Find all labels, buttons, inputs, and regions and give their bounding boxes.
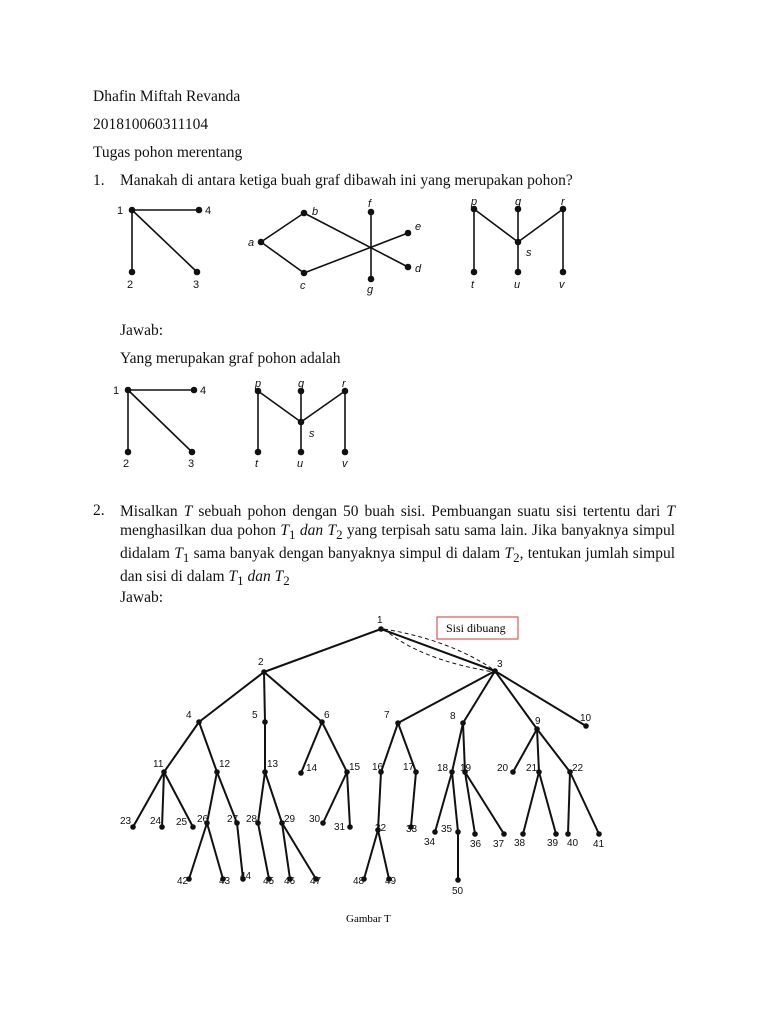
- tree-edge: [411, 772, 416, 827]
- tree-node-label: 17: [403, 762, 415, 773]
- tree-node-label: 48: [353, 876, 365, 887]
- tree-node: [455, 877, 461, 883]
- tree-node-label: 46: [284, 876, 296, 887]
- tree-edge: [537, 729, 539, 772]
- tree-node-label: 32: [375, 823, 387, 834]
- tree-node-label: 47: [310, 876, 322, 887]
- graph-3-label: t: [471, 279, 475, 291]
- answer-graph-2-label: s: [309, 428, 315, 440]
- tree-node-label: 2: [258, 657, 264, 668]
- graph-3-label: s: [526, 247, 532, 259]
- tree-node: [460, 720, 466, 726]
- answer-2-label: Jawab:: [120, 589, 164, 606]
- graph-2-label: b: [312, 206, 319, 218]
- answer-graph-2-label: p: [255, 378, 262, 390]
- tree-edge: [364, 830, 378, 879]
- tree-node-label: 40: [567, 838, 579, 849]
- graph-3-label: p: [471, 196, 478, 208]
- tree-edge: [568, 772, 570, 834]
- tree-node: [320, 820, 326, 826]
- answer-graph-1-label: 4: [200, 385, 207, 397]
- answer-graph-2-label: v: [342, 458, 348, 470]
- graph-1-label: 4: [205, 205, 212, 217]
- tree-node-label: 20: [497, 763, 509, 774]
- tree-node: [501, 831, 507, 837]
- tree-node: [261, 669, 267, 675]
- tree-node-label: 21: [526, 763, 538, 774]
- tree-node: [583, 723, 589, 729]
- tree-node: [596, 831, 602, 837]
- answer-graph-1-label: 1: [113, 385, 120, 397]
- tree-node: [298, 770, 304, 776]
- author-name: Dhafin Miftah Revanda: [93, 88, 241, 105]
- tree-node-label: 37: [493, 839, 505, 850]
- tree-node-label: 27: [227, 814, 239, 825]
- tree-node-label: 23: [120, 816, 132, 827]
- tree-node-label: 31: [334, 822, 346, 833]
- graph-1-label: 2: [127, 279, 134, 291]
- tree-node-label: 49: [385, 876, 397, 887]
- tree-edge: [207, 772, 217, 823]
- tree-edge: [381, 629, 495, 671]
- answer-graph-2-label: u: [297, 458, 304, 470]
- tree-node-label: 41: [593, 839, 605, 850]
- graph-2-label: d: [415, 263, 422, 275]
- tree-edge: [378, 830, 389, 879]
- tree-node: [510, 769, 516, 775]
- tree-node-label: 5: [252, 710, 258, 721]
- tree-node-label: 34: [424, 837, 436, 848]
- question-2-number: 2.: [93, 502, 105, 519]
- question-1-text: Manakah di antara ketiga buah graf dibawah ini yang merupakan pohon?: [120, 172, 573, 189]
- tree-node-label: 39: [547, 838, 559, 849]
- graph-3-label: v: [559, 279, 565, 291]
- tree-node-label: 16: [372, 762, 384, 773]
- graph-3-label: r: [561, 196, 565, 208]
- answer-graph-2: [256, 389, 348, 455]
- tree-node: [472, 831, 478, 837]
- answer-1-label: Jawab:: [120, 322, 164, 339]
- tree-node-label: 11: [153, 759, 164, 770]
- graph-3: [472, 207, 566, 275]
- tree-edge: [378, 772, 381, 830]
- tree-edge: [199, 722, 217, 772]
- tree-node: [534, 726, 540, 732]
- graph-2: [259, 210, 411, 282]
- tree-edge: [265, 772, 282, 823]
- tree-edge: [537, 729, 570, 772]
- graph-3-label: q: [515, 196, 522, 208]
- question-1-number: 1.: [93, 172, 105, 189]
- tree-node-label: 26: [197, 814, 209, 825]
- graph-3-label: u: [514, 279, 521, 291]
- graph-1: [130, 208, 202, 275]
- tree-node-label: 14: [306, 763, 318, 774]
- tree-node-label: 36: [470, 839, 482, 850]
- tree-node: [161, 769, 167, 775]
- tree-node-label: 50: [452, 886, 464, 897]
- tree-node: [520, 831, 526, 837]
- tree-node: [449, 769, 455, 775]
- answer-1-text: Yang merupakan graf pohon adalah: [120, 350, 341, 367]
- graph-2-label: a: [248, 237, 255, 249]
- tree-edge: [452, 772, 458, 832]
- tree-node: [553, 831, 559, 837]
- tree-edge: [381, 723, 398, 772]
- tree-node-label: 12: [219, 759, 231, 770]
- tree-node-label: 30: [309, 814, 321, 825]
- graph-2-label: e: [415, 221, 422, 233]
- tree-edge: [323, 772, 347, 823]
- tree-node-label: 13: [267, 759, 279, 770]
- tree-edge: [164, 722, 199, 772]
- tree-edge: [264, 672, 322, 722]
- answer-graph-2-label: q: [298, 378, 305, 390]
- tree-edge: [398, 671, 495, 723]
- tree-node: [196, 719, 202, 725]
- tree-edge: [258, 772, 265, 823]
- tree-edge: [523, 772, 539, 834]
- tree-edge: [539, 772, 556, 834]
- tree-node-label: 25: [176, 817, 188, 828]
- answer-graph-2-label: r: [342, 378, 346, 390]
- tree-node-label: 28: [246, 814, 258, 825]
- tree-edge: [189, 823, 207, 879]
- tree-edge: [435, 772, 452, 832]
- tree-node-label: 42: [177, 876, 189, 887]
- tree-node-label: 4: [186, 710, 192, 721]
- tree-node-label: 15: [349, 762, 361, 773]
- answer-1-graphs: [0, 375, 768, 475]
- tree-node-label: 38: [514, 838, 526, 849]
- tree-node-label: 18: [437, 763, 449, 774]
- answer-graph-1-label: 2: [123, 458, 130, 470]
- tree-node-label: 44: [240, 871, 252, 882]
- student-id: 201810060311104: [93, 116, 209, 133]
- tree-node: [565, 831, 571, 837]
- tree-node-label: 29: [284, 814, 296, 825]
- tree-node-label: 6: [324, 710, 330, 721]
- tree-node: [432, 829, 438, 835]
- question-1-graphs: [0, 195, 768, 315]
- tree-node-label: 8: [450, 711, 456, 722]
- tree-diagram: [0, 608, 768, 938]
- tree-node-label: 24: [150, 816, 162, 827]
- tree-node: [190, 824, 196, 830]
- tree-node-label: 1: [377, 615, 383, 626]
- tree-node-label: 33: [406, 824, 418, 835]
- tree-node-label: 19: [460, 763, 472, 774]
- answer-graph-2-label: t: [255, 458, 259, 470]
- tree-node-label: 35: [441, 824, 453, 835]
- graph-2-label: f: [368, 198, 372, 210]
- tree-edge: [282, 823, 316, 879]
- tree-node: [347, 824, 353, 830]
- tree-node: [395, 720, 401, 726]
- tree-node-label: 43: [219, 876, 231, 887]
- tree-node: [378, 626, 384, 632]
- figure-caption: Gambar T: [346, 913, 391, 925]
- tree-node-label: 22: [572, 763, 584, 774]
- tree-node: [262, 769, 268, 775]
- graph-1-label: 1: [117, 205, 124, 217]
- tree-node-label: 7: [384, 710, 390, 721]
- graph-2-label: c: [300, 280, 306, 292]
- tree-edge: [495, 671, 537, 729]
- tree-node-label: 10: [580, 713, 592, 724]
- assignment-title: Tugas pohon merentang: [93, 144, 243, 161]
- tree-edge: [258, 823, 269, 879]
- tree-edge: [347, 772, 350, 827]
- removed-edge-label: Sisi dibuang: [446, 621, 506, 635]
- tree-edge: [264, 629, 381, 672]
- tree-node: [455, 829, 461, 835]
- tree-node: [214, 769, 220, 775]
- answer-graph-1-label: 3: [188, 458, 195, 470]
- graph-2-label: g: [367, 284, 374, 296]
- tree-node: [262, 719, 268, 725]
- tree-node-label: 3: [497, 659, 503, 670]
- answer-graph-1: [126, 388, 197, 455]
- tree-edge: [207, 823, 223, 879]
- tree-node-label: 45: [263, 876, 275, 887]
- graph-1-label: 3: [193, 279, 200, 291]
- tree-edge: [570, 772, 599, 834]
- tree-node-label: 9: [535, 716, 541, 727]
- tree-edge: [322, 722, 347, 772]
- question-2-text: Misalkan T sebuah pohon dengan 50 buah sisi. Pembuangan suatu sisi tertentu dari T menghasilkan dua pohon $T_1$ dan $T_2$ yang terpisah satu sama lain. Jika banyaknya simpul didalam $T_1$ sama banyak dengan banyaknya simpul di dalam $T_2$, tentukan jumlah simpul dan sisi di dalam $T_1$ dan $T_2$: [120, 503, 676, 589]
- tree-edge: [162, 772, 164, 827]
- tree-edge: [264, 672, 265, 722]
